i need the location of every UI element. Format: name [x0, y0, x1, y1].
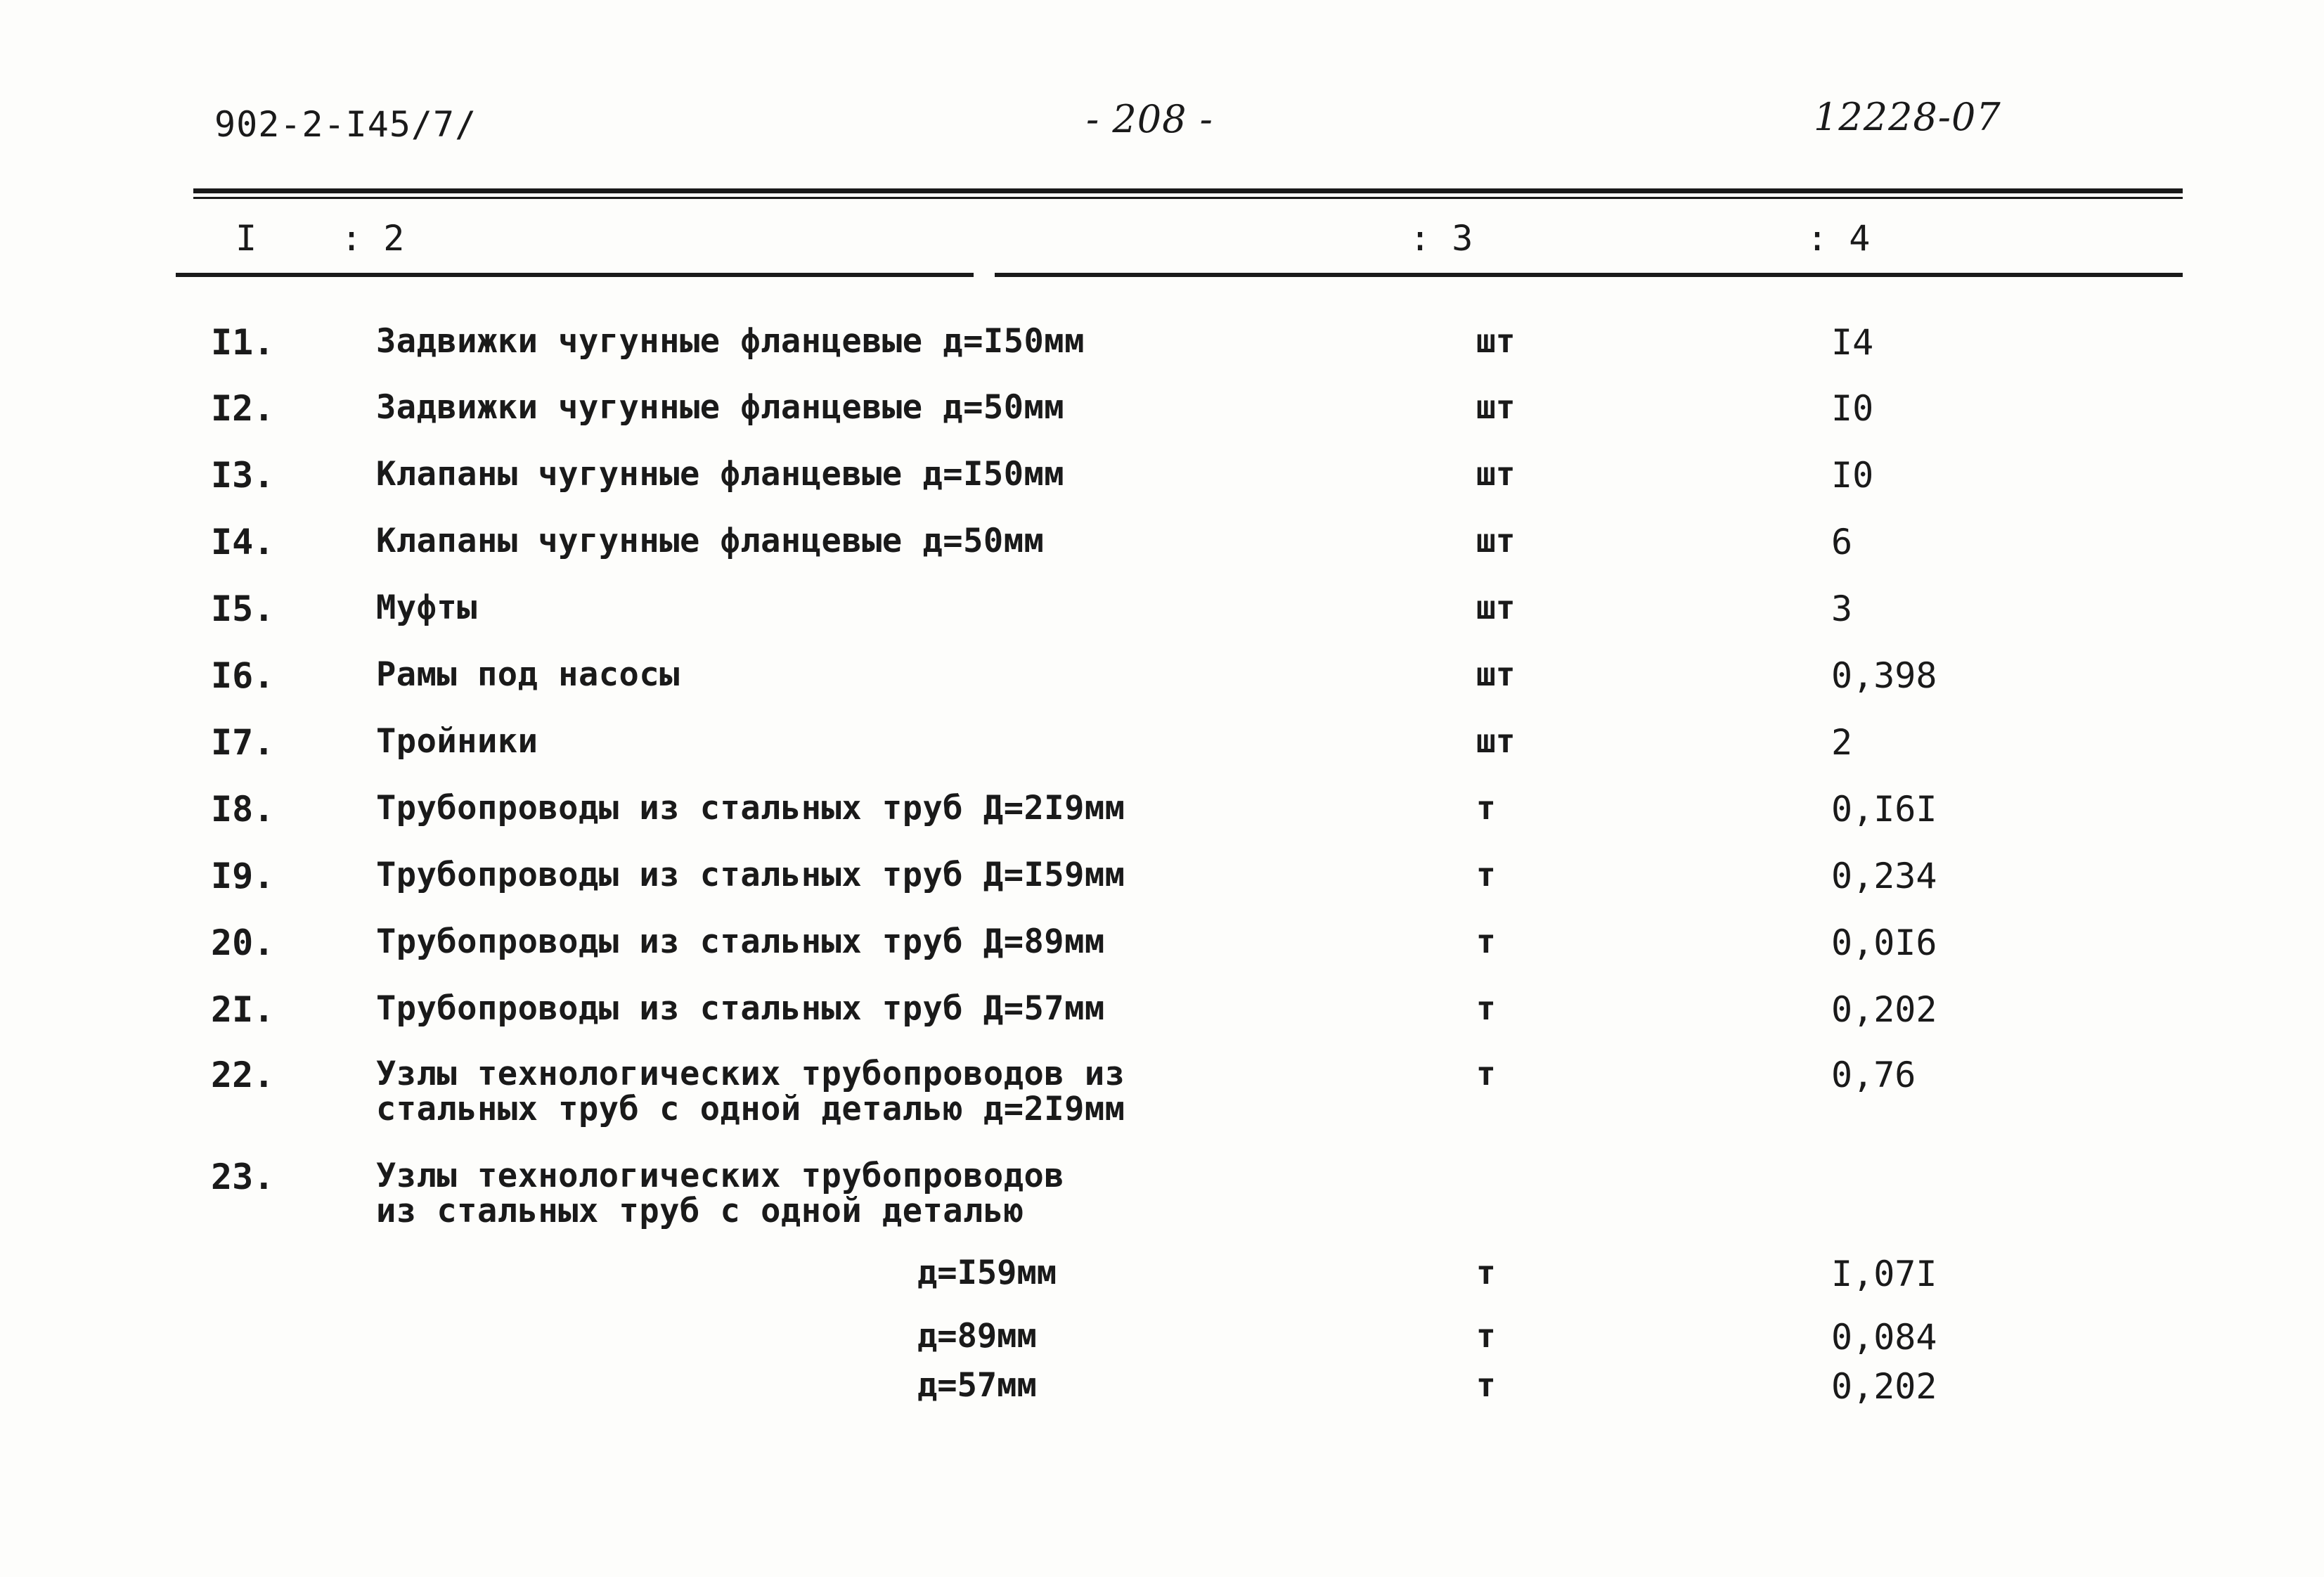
item-quantity: 0,76	[1831, 1055, 1916, 1095]
item-quantity: I0	[1831, 388, 1874, 429]
item-quantity: 0,398	[1831, 655, 1937, 696]
album-code: 12228-07	[1814, 95, 2001, 139]
row-number: I6.	[211, 655, 275, 696]
top-rule-thin	[193, 197, 2183, 199]
item-name: Задвижки чугунные фланцевые д=I50мм	[376, 322, 1085, 361]
row-number: 2I.	[211, 989, 275, 1030]
item-name: Задвижки чугунные фланцевые д=50мм	[376, 388, 1065, 427]
table-row	[0, 989, 2324, 1053]
row-number: 20.	[211, 922, 275, 963]
item-name: Рамы под насосы	[376, 655, 680, 694]
item-name-line1: Узлы технологических трубопроводов из	[376, 1055, 1125, 1093]
item-quantity: I4	[1831, 322, 1874, 363]
table-row	[0, 856, 2324, 919]
row-number: I9.	[211, 856, 275, 896]
item-size: д=I59мм	[917, 1254, 1057, 1292]
item-unit: т	[1476, 1317, 1496, 1355]
row-number: I1.	[211, 322, 275, 363]
item-unit: т	[1476, 989, 1496, 1027]
item-unit: шт	[1476, 388, 1516, 426]
item-unit: шт	[1476, 322, 1516, 360]
table-row	[0, 922, 2324, 986]
column-header-4: : 4	[1807, 218, 1871, 259]
item-name: Трубопроводы из стальных труб Д=2I9мм	[376, 789, 1125, 828]
item-unit: т	[1476, 1254, 1496, 1292]
item-name: Муфты	[376, 588, 477, 627]
item-name: Трубопроводы из стальных труб Д=57мм	[376, 989, 1105, 1028]
item-unit: шт	[1476, 588, 1516, 626]
item-unit: шт	[1476, 655, 1516, 693]
top-rule	[193, 188, 2183, 193]
item-unit: т	[1476, 856, 1496, 894]
item-name: Тройники	[376, 722, 538, 761]
table-row	[0, 1157, 2324, 1241]
table-row	[0, 1055, 2324, 1139]
item-size: д=57мм	[917, 1366, 1037, 1405]
item-quantity: 2	[1831, 722, 1853, 763]
row-number: I7.	[211, 722, 275, 763]
item-unit: т	[1476, 1366, 1496, 1404]
item-unit: шт	[1476, 722, 1516, 760]
item-quantity: I,07I	[1831, 1254, 1937, 1294]
row-number: I3.	[211, 455, 275, 496]
item-quantity: 0,084	[1831, 1317, 1937, 1358]
table-row	[0, 789, 2324, 852]
table-row	[0, 322, 2324, 385]
table-subrow	[0, 1254, 2324, 1317]
item-unit: шт	[1476, 455, 1516, 493]
document-code: 902-2-I45/7/	[214, 104, 477, 145]
table-row	[0, 655, 2324, 719]
item-quantity: 0,0I6	[1831, 922, 1937, 963]
table-row	[0, 722, 2324, 785]
item-quantity: 3	[1831, 588, 1853, 629]
item-name: Клапаны чугунные фланцевые д=I50мм	[376, 455, 1065, 494]
item-quantity: I0	[1831, 455, 1874, 496]
item-quantity: 0,202	[1831, 989, 1937, 1030]
item-name: Трубопроводы из стальных труб Д=I59мм	[376, 856, 1125, 894]
item-name-line2: из стальных труб с одной деталью	[376, 1192, 1024, 1230]
item-quantity: 0,I6I	[1831, 789, 1937, 830]
item-name: Клапаны чугунные фланцевые д=50мм	[376, 522, 1045, 560]
table-row	[0, 522, 2324, 585]
item-name-line1: Узлы технологических трубопроводов	[376, 1157, 1065, 1195]
item-name-line2: стальных труб с одной деталью д=2I9мм	[376, 1090, 1125, 1128]
page-number: - 208 -	[1086, 97, 1213, 141]
row-number: I4.	[211, 522, 275, 562]
column-header-1: I	[235, 218, 257, 259]
row-number: I8.	[211, 789, 275, 830]
header-underline-left	[176, 273, 974, 277]
row-number: 23.	[211, 1157, 275, 1197]
item-unit: т	[1476, 922, 1496, 960]
item-quantity: 0,202	[1831, 1366, 1937, 1407]
table-subrow	[0, 1366, 2324, 1429]
item-unit: шт	[1476, 522, 1516, 560]
row-number: I5.	[211, 588, 275, 629]
item-unit: т	[1476, 789, 1496, 827]
header-underline-right	[995, 273, 2183, 277]
table-row	[0, 455, 2324, 518]
item-quantity: 0,234	[1831, 856, 1937, 896]
row-number: I2.	[211, 388, 275, 429]
table-row	[0, 588, 2324, 652]
item-quantity: 6	[1831, 522, 1853, 562]
column-header-2: : 2	[341, 218, 405, 259]
row-number: 22.	[211, 1055, 275, 1095]
item-name: Трубопроводы из стальных труб Д=89мм	[376, 922, 1105, 961]
item-size: д=89мм	[917, 1317, 1037, 1356]
table-row	[0, 388, 2324, 451]
column-header-3: : 3	[1409, 218, 1473, 259]
item-unit: т	[1476, 1055, 1496, 1093]
